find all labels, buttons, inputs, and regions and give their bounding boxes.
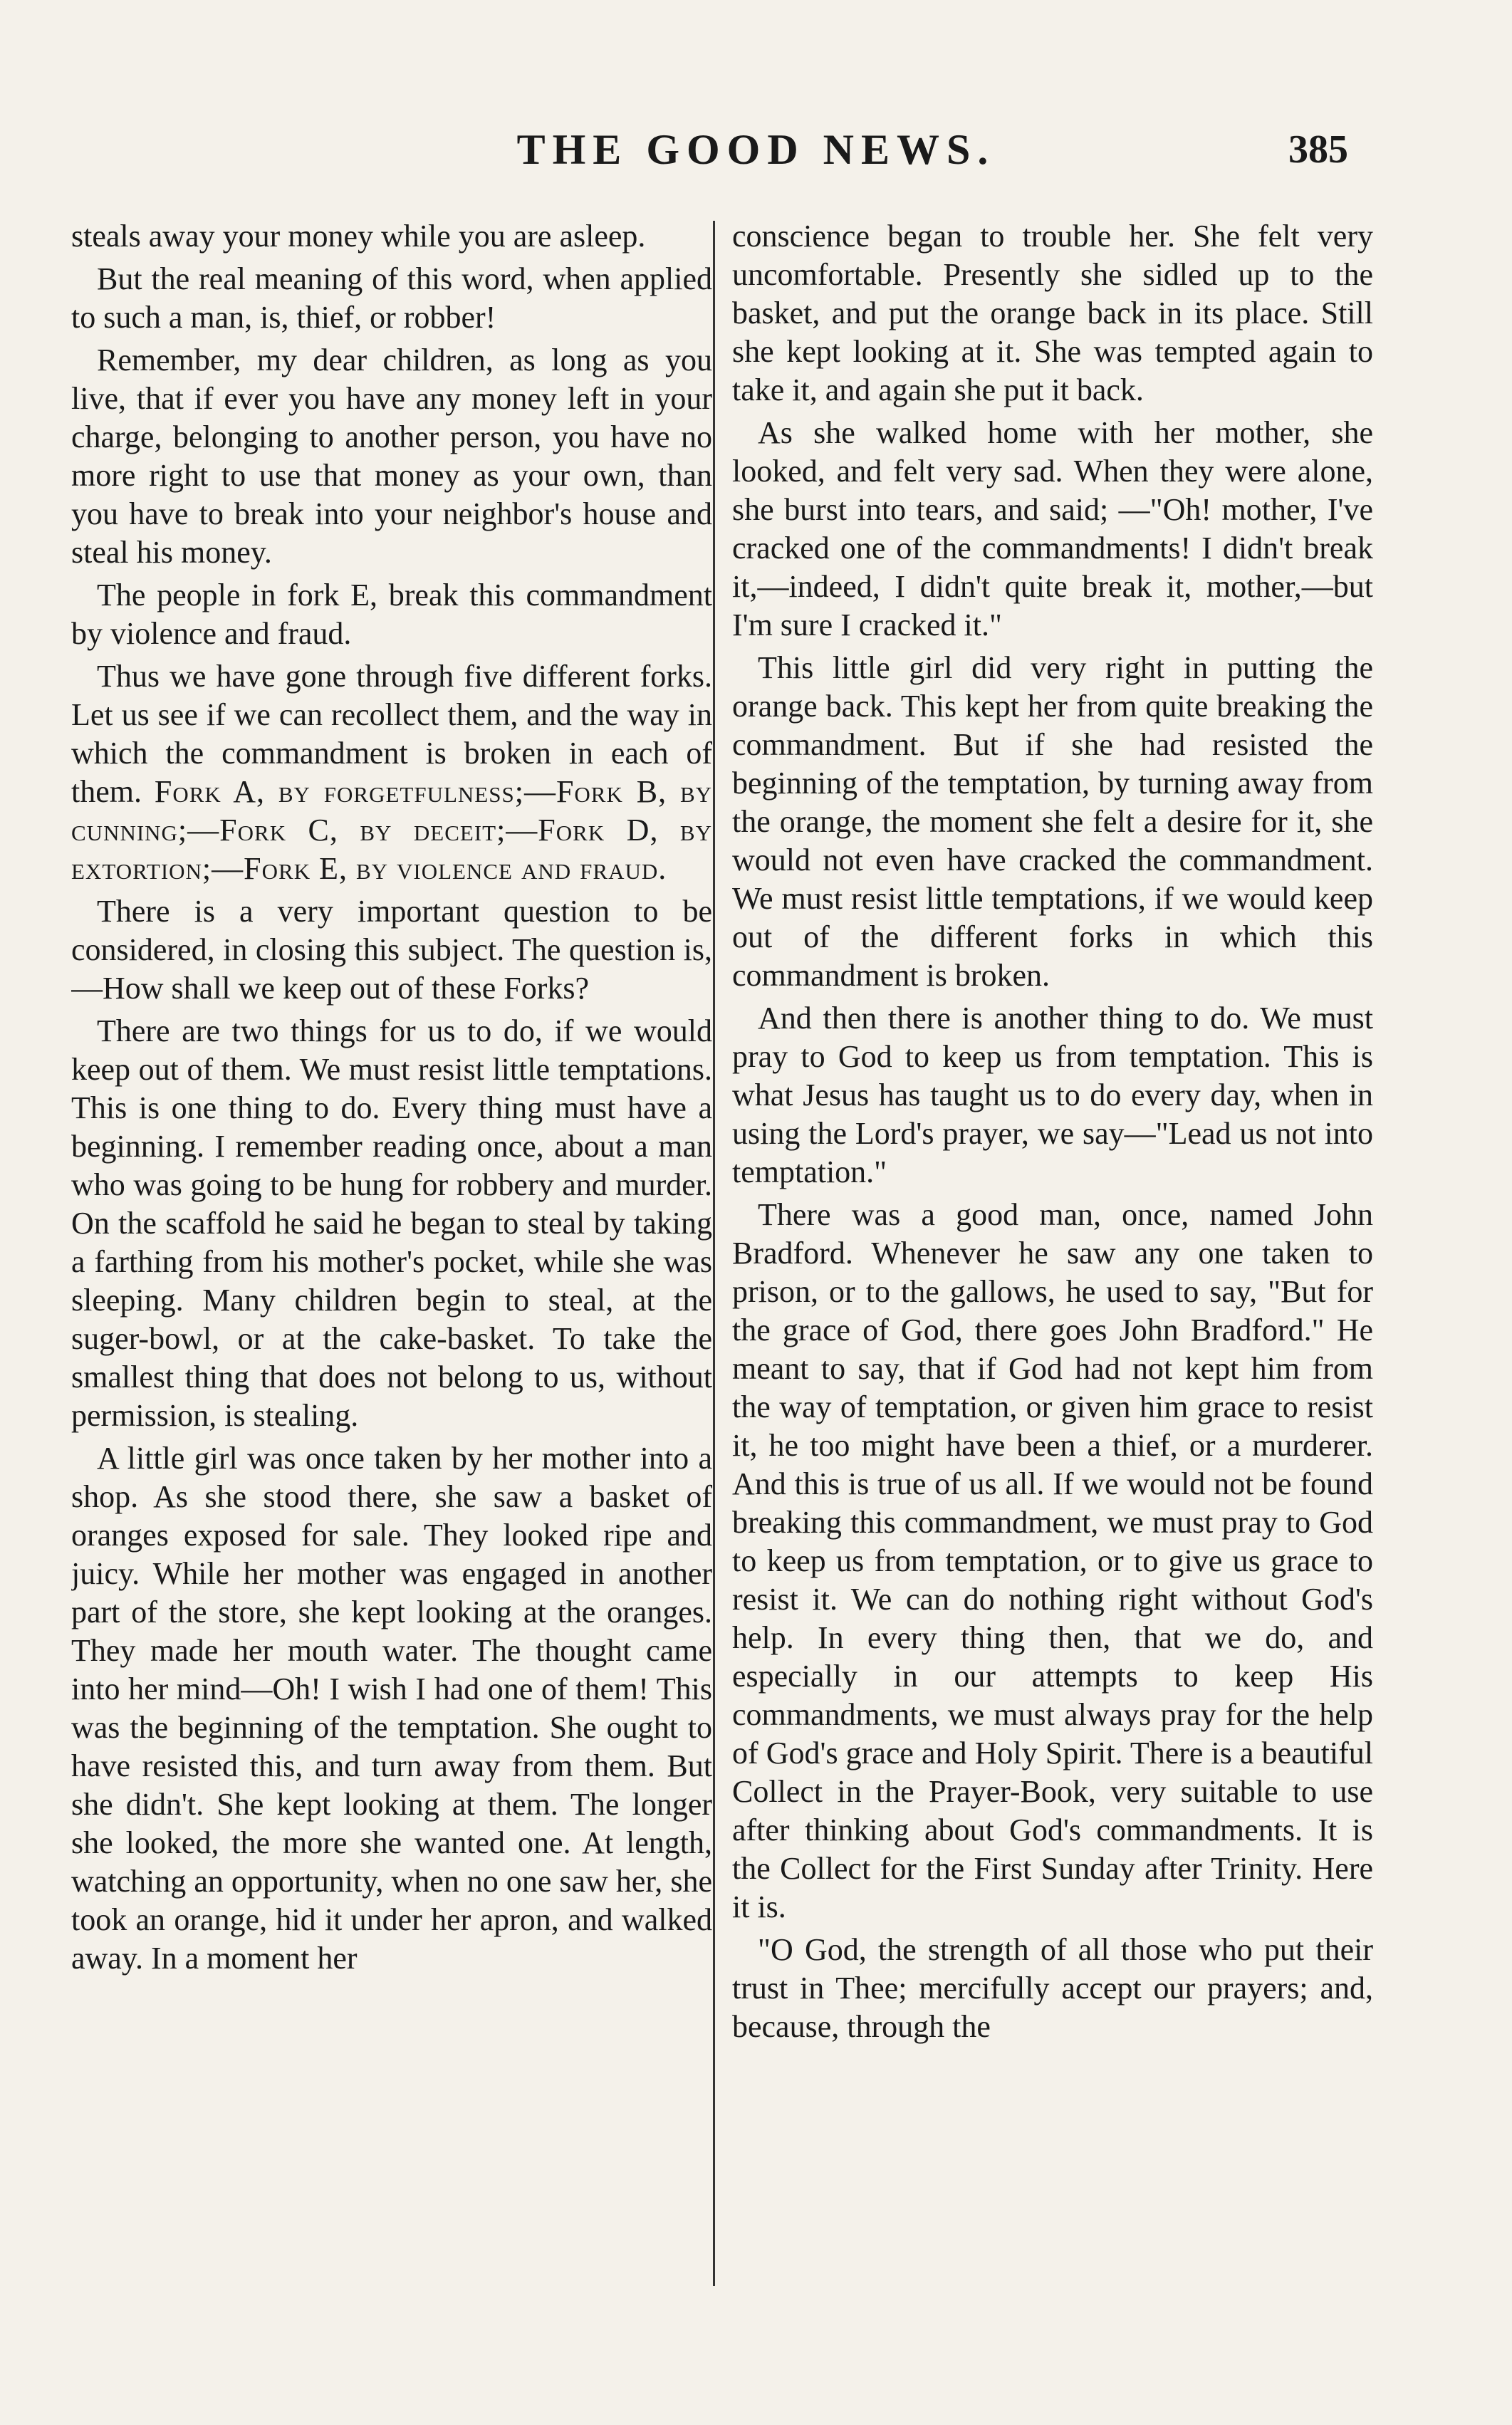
paragraph: There are two things for us to do, if we would keep out of them. We must resist little temptations. This is one thing to do. Every thing must have a beginning. I remember reading once, about a man who was going to be hung for robbery and murder. On the scaffold he said he began to steal by taking a farthing from his mother's pocket, while she was sleeping. Many children begin to steal, at the suger-bowl, or at the cake-basket. To take the smallest thing that does not belong to us, without permission, is stealing. bbox=[71, 1013, 712, 1433]
paragraph: Remember, my dear children, as long as you live, that if ever you have any money left in your charge, belonging to another person, you have no more right to use that money as your own, than you have to break into your neighbor's house and steal his money. bbox=[71, 343, 712, 570]
paragraph: There was a good man, once, named John Bradford. Whenever he saw any one taken to prison, or to the gallows, he used to say, "But for the grace of God, there goes John Bradford." He meant to say, that if God had not kept him from the way of temptation, or given him grace to resist it, he too might have been a thief, or a murderer. And this is true of us all. If we would not be found breaking this commandment, we must pray to God to keep us from temptation, or to give us grace to resist it. We can do nothing right without God's help. In every thing then, that we do, and especially in our attempts to keep His commandments, we must always pray for the help of God's grace and Holy Spirit. There is a beautiful Collect in the Prayer-Book, very suitable to use after thinking about God's commandments. It is the Collect for the First Sunday after Trinity. Here it is. bbox=[732, 1197, 1373, 1924]
paragraph: But the real meaning of this word, when applied to such a man, is, thief, or robber! bbox=[71, 261, 712, 335]
paragraph: And then there is another thing to do. We must pray to God to keep us from temptation. This is what Jesus has taught us to do every day, when in using the Lord's prayer, we say—"Lead us not into temptation." bbox=[732, 1001, 1373, 1189]
right-column bbox=[732, 217, 1373, 2304]
running-title: THE GOOD NEWS. bbox=[516, 126, 996, 173]
paragraph: The people in fork E, break this commandment by violence and fraud. bbox=[71, 578, 712, 651]
paragraph bbox=[71, 657, 712, 888]
column-divider bbox=[713, 221, 715, 2286]
paragraph: steals away your money while you are asleep. bbox=[71, 219, 646, 254]
paragraph: There is a very important question to be considered, in closing this subject. The question is,—How shall we keep out of these Forks? bbox=[71, 894, 712, 1006]
paragraph: "O God, the strength of all those who put their trust in Thee; mercifully accept our prayers; and, because, through the bbox=[732, 1932, 1373, 2044]
paragraph: As she walked home with her mother, she looked, and felt very sad. When they were alone, she burst into tears, and said; —"Oh! mother, I've cracked one of the commandments! I didn't break it,—indeed, I didn't quite break it, mother,—but I'm sure I cracked it." bbox=[732, 415, 1373, 642]
paragraph: This little girl did very right in putting the orange back. This kept her from quite breaking the commandment. But if she had resisted the beginning of the temptation, by turning away from the orange, the moment she felt a desire for it, she would not even have cracked the commandment. We must resist little temptations, if we would keep out of the different forks in which this commandment is broken. bbox=[732, 650, 1373, 993]
page-header bbox=[0, 125, 1512, 189]
paragraph-text: Thus we have gone through five different forks. Let us see if we can recollect them, and the way in which the commandment is broken in each of them. bbox=[71, 659, 712, 809]
forks-list: Fork A, by forgetfulness;—Fork B, by cunning;—Fork C, by deceit;—Fork D, by extortion;—Fork E, by violence and fraud. bbox=[71, 774, 712, 886]
paragraph: A little girl was once taken by her mother into a shop. As she stood there, she saw a basket of oranges exposed for sale. They looked ripe and juicy. While her mother was engaged in another part of the store, she kept looking at the oranges. They made her mouth water. The thought came into her mind—Oh! I wish I had one of them! This was the beginning of the temptation. She ought to have resisted this, and turn away from them. But she didn't. She kept looking at them. The longer she looked, the more she wanted one. At length, watching an opportunity, when no one saw her, she took an orange, hid it under her apron, and walked away. In a moment her bbox=[71, 1441, 712, 1976]
paragraph: conscience began to trouble her. She felt very uncomfortable. Presently she sidled up to the basket, and put the orange back in its place. Still she kept looking at it. She was tempted again to take it, and again she put it back. bbox=[732, 219, 1373, 407]
page-number: 385 bbox=[1288, 127, 1348, 172]
left-column bbox=[71, 217, 712, 2304]
